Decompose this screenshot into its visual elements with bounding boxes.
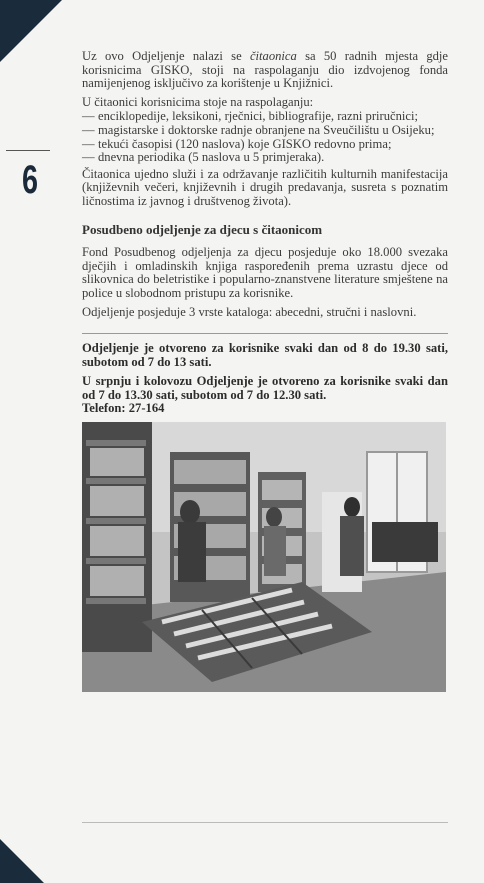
section-paragraph-2: Odjeljenje posjeduje 3 vrste kataloga: abecedni, stručni i naslovni. [82, 304, 417, 319]
bottom-divider [82, 822, 448, 823]
reading-room-term: čitaonica [249, 49, 297, 63]
list-item: — tekući časopisi (120 naslova) koje GISKO redovno prima; [82, 138, 448, 152]
intro-paragraph-1: Uz ovo Odjeljenje nalazi se čitaonica sa 50 radnih mjesta gdje korisnicima GISKO, stoji na raspolaganju dio izdvojenog fonda namijenjenog isključivo za korištenje u Knjižnici. [82, 49, 449, 91]
hours-summer: U srpnju i kolovozu Odjeljenje je otvoreno za korisnike svaki dan od 7 do 13.30 sati, subotom od 7 do 12.30 sati. [82, 374, 448, 402]
intro-paragraph-2: U čitaonici korisnicima stoje na raspolaganju: [82, 94, 314, 109]
phone-number: Telefon: 27-164 [82, 401, 165, 416]
list-item: — magistarske i doktorske radnje obranjene na Sveučilištu u Osijeku; [82, 124, 448, 138]
section-heading: Posudbeno odjeljenje za djecu s čitaonicom [82, 221, 323, 237]
intro-paragraph-3: Čitaonica ujedno služi i za održavanje različitih kulturnih manifestacija (književnih večeri, književnih i drugih predavanja, susreta s poznatim ličnostima iz javnog i društvenog života). [82, 166, 448, 208]
list-item: — enciklopedije, leksikoni, rječnici, bibliografije, razni priručnici; [82, 110, 448, 124]
resource-list [82, 110, 448, 164]
hours-regular: Odjeljenje je otvoreno za korisnike svaki dan od 8 do 19.30 sati, subotom od 7 do 13 sati. [82, 341, 448, 369]
list-item: — dnevna periodika (5 naslova u 5 primjeraka). [82, 151, 448, 165]
side-rule [6, 150, 50, 151]
page-content [82, 50, 448, 692]
corner-decoration-bottom [0, 839, 44, 883]
section-paragraph-1: Fond Posudbenog odjeljenja za djecu posjeduje oko 18.000 svezaka dječjih i omladinskih knjiga raspoređenih prema uzrastu djece od slikovnica do beletristike i popularno-znanstvene literature smještene na police u slobodnom pristupu za korisnike. [82, 245, 448, 300]
opening-hours [82, 342, 448, 416]
library-photo [82, 422, 446, 692]
page-number: 6 [22, 158, 39, 202]
divider [82, 333, 448, 334]
corner-decoration-top [0, 0, 62, 62]
